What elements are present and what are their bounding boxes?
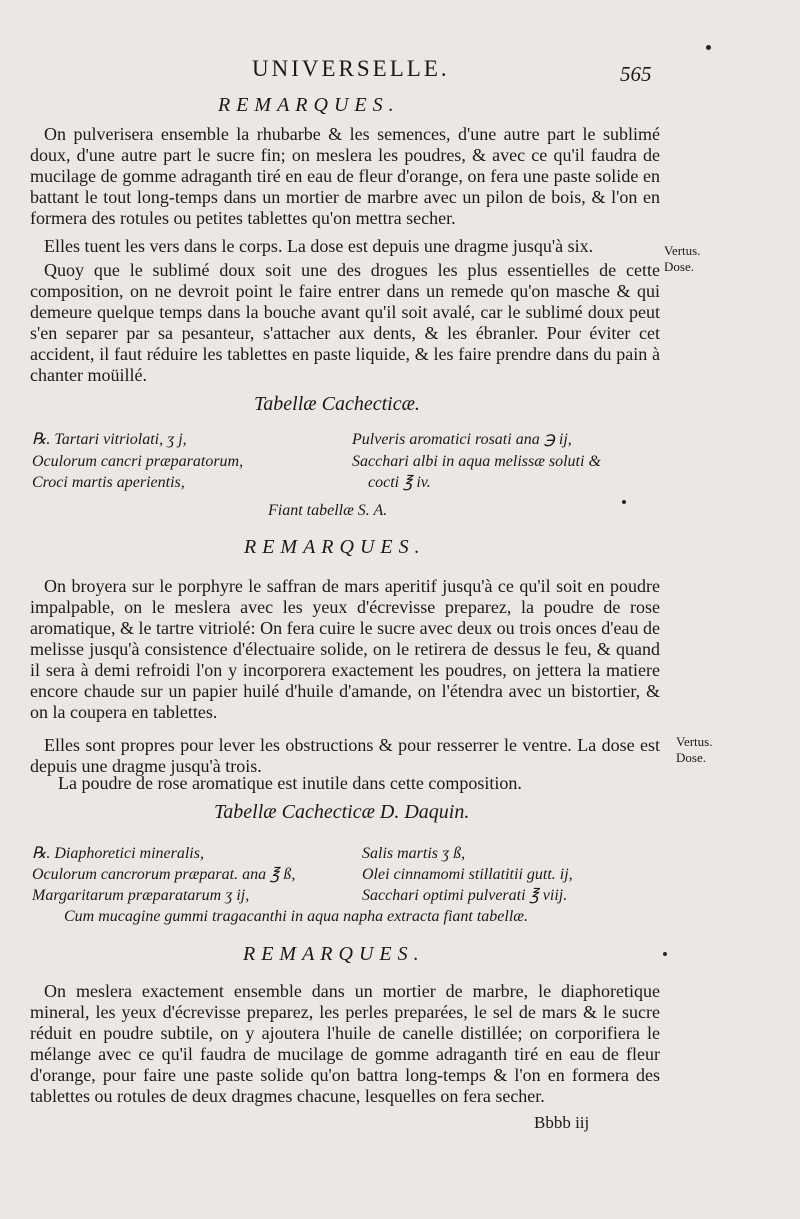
recipe-title-2: Tabellæ Cachecticæ D. Daquin. — [214, 801, 470, 823]
margin-note-vertus: Vertus. — [676, 734, 713, 749]
recipe-line: ℞. Diaphoretici mineralis, — [32, 845, 204, 862]
recipe-line: cocti ℥ iv. — [368, 474, 431, 491]
section-heading-3: REMARQUES. — [243, 943, 425, 965]
section-heading-2: REMARQUES. — [244, 536, 426, 558]
ink-speck — [622, 500, 626, 504]
margin-note-dose: Dose. — [664, 259, 694, 274]
recipe-line: Margaritarum præparatarum ʒ ij, — [32, 887, 250, 904]
recipe-line: Sacchari albi in aqua melissæ soluti & — [352, 453, 601, 470]
paragraph-2: Elles tuent les vers dans le corps. La dose est depuis une dragme jusqu'à six. — [44, 236, 594, 256]
recipe-line: Salis martis ʒ ß, — [362, 845, 466, 862]
paragraph-4: On broyera sur le porphyre le saffran de mars aperitif jusqu'à ce qu'il soit en poudre impalpable, on le meslera avec les yeux d'écrevisse preparez, la poudre de rose aromatique, & le tartre vitriolé: On fera cuire le sucre avec deux ou trois onces d'eau de melisse jusqu'à consistence d'électuaire solide, on le retirera de dessus le feu, & quand il sera à demi refroidi l'on y incorporera exactement les poudres, on jettera la matiere encore chaude sur un papier huilé d'huile d'amande, on l'étendra avec un bistortier, & on la coupera en tablettes. — [30, 576, 660, 722]
recipe-line: Olei cinnamomi stillatitii gutt. ij, — [362, 866, 573, 883]
margin-note-vertus: Vertus. — [664, 243, 701, 258]
margin-notes-2 — [676, 734, 712, 766]
recipe-line: Oculorum cancri præparatorum, — [32, 453, 244, 470]
margin-note-dose: Dose. — [676, 750, 706, 765]
recipe-line: ℞. Tartari vitriolati, ʒ j, — [32, 431, 187, 448]
section-heading-1: REMARQUES. — [218, 94, 400, 116]
ink-speck — [706, 45, 711, 50]
recipe-line: Sacchari optimi pulverati ℥ viij. — [362, 887, 568, 904]
recipe-line: Oculorum cancrorum præparat. ana ℥ ß, — [32, 866, 296, 883]
paragraph-1: On pulverisera ensemble la rhubarbe & les semences, d'une autre part le sublimé doux, d'une autre part le sucre fin; on meslera les poudres, & avec ce qu'il faudra de mucilage de gomme adraganth tiré en eau de fleur d'orange, on fera une paste solide en battant le tout long-temps dans un mortier de marbre avec un pilon de bois, & l'on en formera des rotules ou petites tablettes qu'on mettra secher. — [30, 124, 660, 228]
recipe-line: Pulveris aromatici rosati ana ℈ ij, — [352, 431, 572, 448]
margin-notes-1 — [664, 243, 700, 275]
paragraph-6: La poudre de rose aromatique est inutile dans cette composition. — [58, 773, 522, 793]
paragraph-5: Elles sont propres pour lever les obstructions & pour resserrer le ventre. La dose est depuis une dragme jusqu'à trois. — [30, 735, 660, 776]
recipe-instruction: Cum mucagine gummi tragacanthi in aqua napha extracta fiant tabellæ. — [64, 908, 528, 925]
signature-mark: Bbbb iij — [534, 1113, 590, 1132]
recipe-title-1: Tabellæ Cachecticæ. — [254, 393, 420, 415]
page-number: 565 — [620, 62, 652, 86]
running-title: UNIVERSELLE. — [252, 56, 450, 81]
paragraph-3: Quoy que le sublimé doux soit une des drogues les plus essentielles de cette composition, on ne devroit point le faire entrer dans un remede qu'on masche & qui demeure quelque temps dans la bouche avant qu'il soit avalé, car le sublimé doux peut s'en separer par sa pesanteur, s'attacher aux dents, & les ébranler. Pour éviter cet accident, il faut réduire les tablettes en paste liquide, & les faire prendre dans du pain à chanter moüillé. — [30, 260, 660, 385]
ink-speck — [663, 952, 667, 956]
paragraph-7: On meslera exactement ensemble dans un mortier de marbre, le diaphoretique mineral, les yeux d'écrevisse preparez, les perles preparées, le sel de mars & le sucre réduit en poudre subtile, on y ajoutera l'huile de canelle distillée; on corporifiera le mélange avec ce qu'il faudra de mucilage de gomme adraganth tiré en eau de fleur d'orange, pour faire une paste solide qu'on battra long-temps & l'on en formera des tablettes ou rotules de deux dragmes chacune, lesquelles on fera secher. — [30, 981, 660, 1106]
recipe-line: Croci martis aperientis, — [32, 474, 185, 491]
recipe-instruction: Fiant tabellæ S. A. — [268, 502, 388, 519]
